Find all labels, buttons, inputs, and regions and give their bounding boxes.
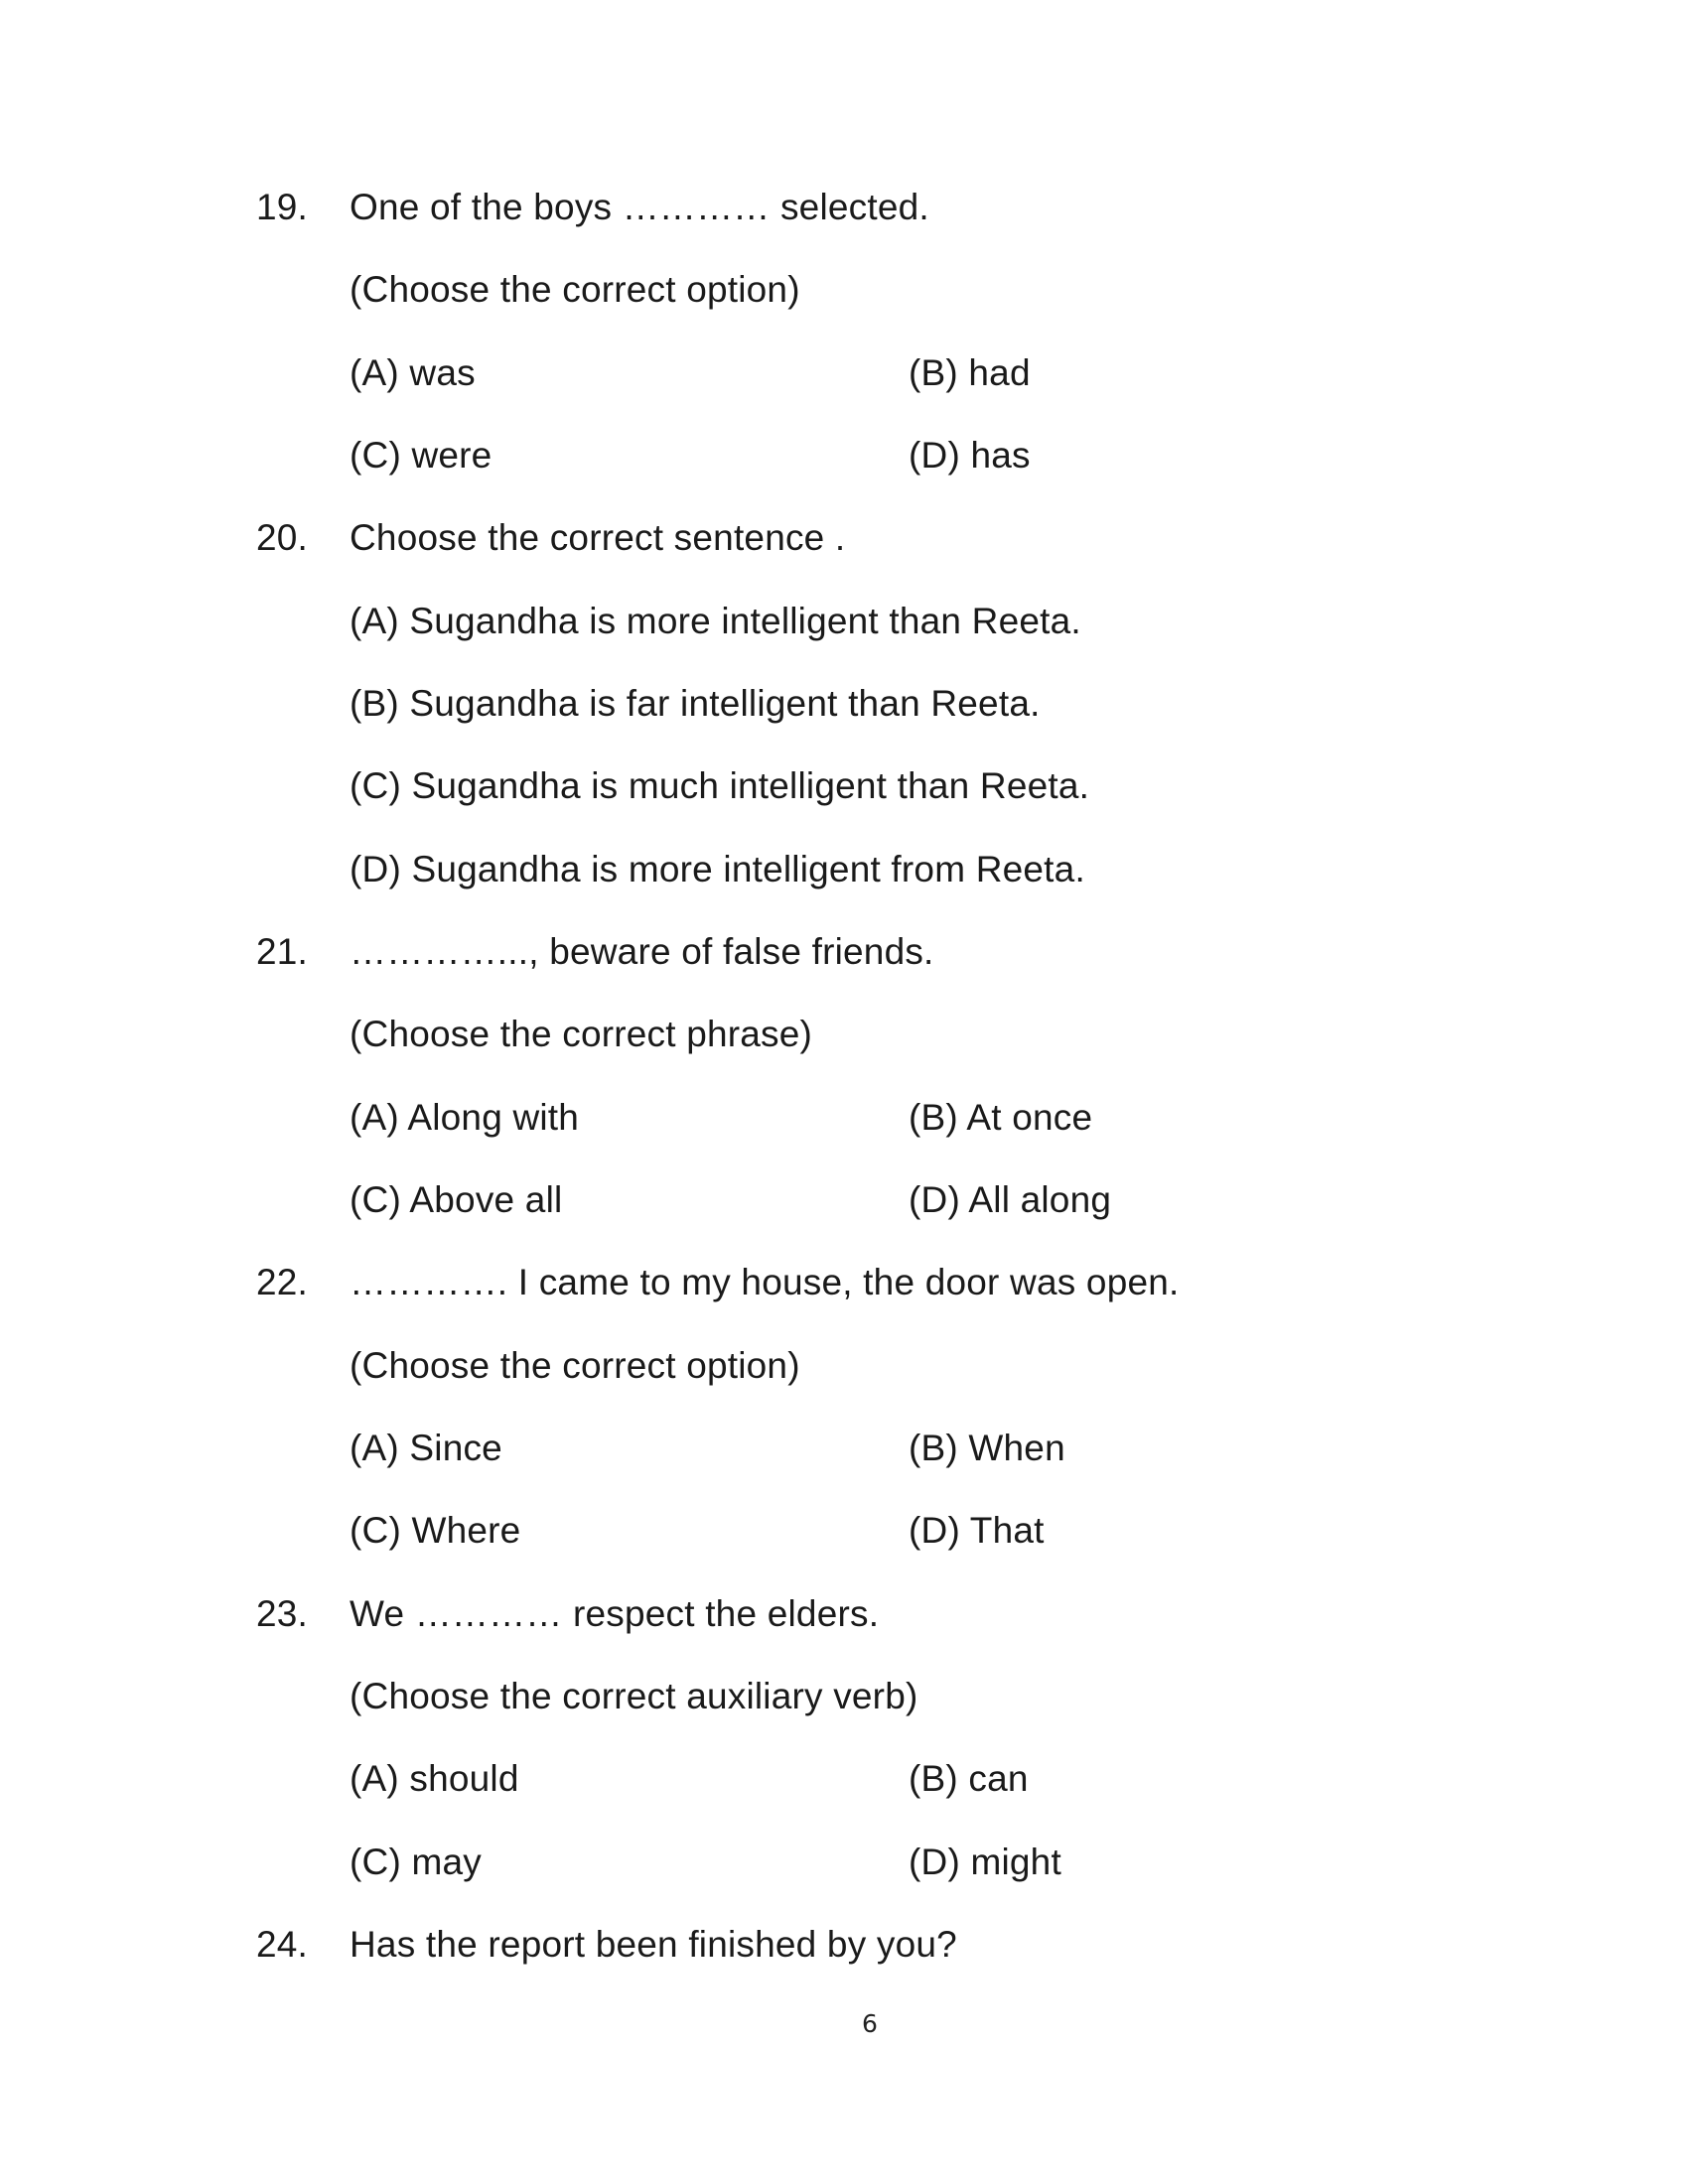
- option-b: (B) When: [909, 1428, 1065, 1468]
- option-d: (D) Sugandha is more intelligent from Reeta.: [350, 849, 1085, 889]
- question-stem: Choose the correct sentence .: [350, 517, 846, 558]
- question-stem: One of the boys ………… selected.: [350, 187, 929, 227]
- option-b: (B) can: [909, 1758, 1029, 1799]
- question-number: 19.: [256, 187, 309, 227]
- question-instruction: (Choose the correct option): [350, 1345, 800, 1386]
- option-c: (C) may: [350, 1842, 482, 1882]
- option-a: (A) Sugandha is more intelligent than Reeta.: [350, 601, 1081, 641]
- question-number: 20.: [256, 517, 309, 558]
- question-number: 23.: [256, 1593, 309, 1634]
- option-d: (D) That: [909, 1510, 1045, 1551]
- page-number: 6: [862, 2009, 878, 2038]
- question-instruction: (Choose the correct phrase): [350, 1014, 813, 1054]
- option-b: (B) had: [909, 352, 1031, 393]
- option-c: (C) Where: [350, 1510, 521, 1551]
- option-c: (C) were: [350, 435, 492, 476]
- option-c: (C) Sugandha is much intelligent than Reeta.: [350, 765, 1090, 806]
- option-c: (C) Above all: [350, 1179, 563, 1220]
- option-d: (D) might: [909, 1842, 1061, 1882]
- option-a: (A) Since: [350, 1428, 502, 1468]
- question-instruction: (Choose the correct auxiliary verb): [350, 1676, 918, 1716]
- option-d: (D) All along: [909, 1179, 1112, 1220]
- option-b: (B) Sugandha is far intelligent than Reeta.: [350, 683, 1041, 724]
- question-number: 22.: [256, 1262, 309, 1302]
- question-stem: We ………… respect the elders.: [350, 1593, 880, 1634]
- question-number: 21.: [256, 931, 309, 972]
- question-instruction: (Choose the correct option): [350, 269, 800, 310]
- option-a: (A) was: [350, 352, 476, 393]
- option-b: (B) At once: [909, 1097, 1093, 1138]
- question-stem: Has the report been finished by you?: [350, 1924, 957, 1965]
- option-a: (A) should: [350, 1758, 519, 1799]
- question-number: 24.: [256, 1924, 309, 1965]
- question-stem: …………. I came to my house, the door was open.: [350, 1262, 1180, 1302]
- option-d: (D) has: [909, 435, 1031, 476]
- option-a: (A) Along with: [350, 1097, 580, 1138]
- question-stem: …………..., beware of false friends.: [350, 931, 934, 972]
